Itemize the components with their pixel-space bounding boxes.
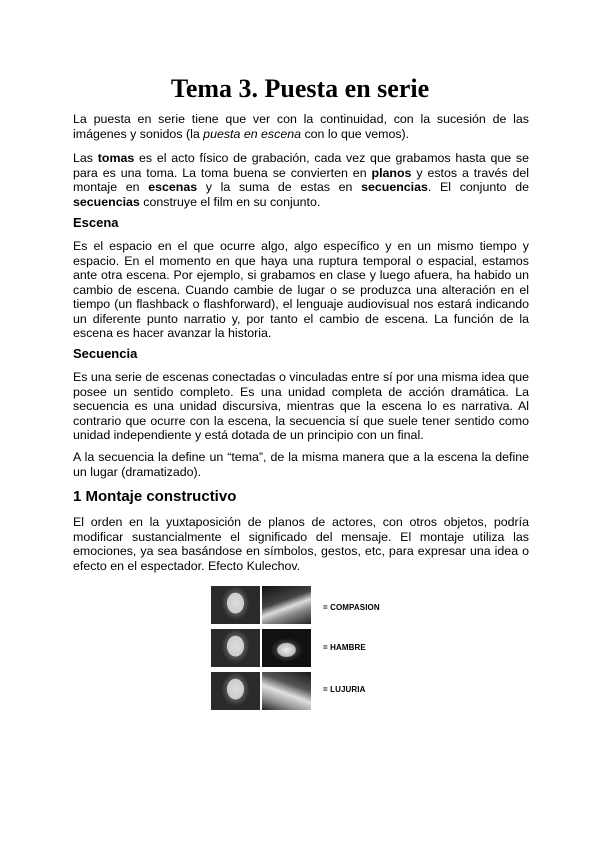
bold-term: tomas	[97, 151, 135, 165]
text-run: con lo que vemos).	[301, 126, 410, 141]
bold-term: escenas	[148, 180, 198, 194]
text-run: es el acto físico de grabación, cada vez que grabamos hasta que se para es una toma. La toma buena se convierten en	[73, 151, 529, 180]
intro-paragraph-1	[73, 112, 529, 141]
heading-montaje-constructivo: 1 Montaje constructivo	[73, 488, 237, 505]
text-run: construye el film en su conjunto.	[139, 194, 321, 209]
page-title: Tema 3. Puesta en serie	[170, 74, 430, 103]
actor-face-image	[211, 629, 260, 667]
escena-paragraph: Es el espacio en el que ocurre algo, algo específico y en un mismo tiempo y espacio. En el momento en que haya una ruptura temporal o espacial, estamos ante otra escena. Por ejemplo, si grabamos en clase y luego afuera, ha habido un cambio de escena. Cuando cambie de lugar o se produzca una alteración en el tiempo (un flashback o flashforward), el lenguaje audiovisual nos estará indicando un diferente punto narratio y, por tanto el cambio de escena. La función de la escena es hacer avanzar la historia.	[73, 239, 529, 340]
label-lujuria: = LUJURIA	[323, 685, 366, 694]
secuencia-paragraph-1: Es una serie de escenas conectadas o vinculadas entre sí por una misma idea que posee un sentido completo. Es una unidad completa de acción dramática. La secuencia es una unidad discursiva, mientras que la escena lo es narrativa. Al contrario que ocurre con la escena, la secuencia sí que suele tener sentido como unidad independiente y está dotada de un principio con un final.	[73, 370, 529, 442]
text-run: Las	[73, 151, 98, 165]
label-hambre: = HAMBRE	[323, 643, 366, 652]
reclining-woman-image	[262, 672, 311, 710]
text-run: y la suma de estas en	[197, 180, 362, 194]
label-compasion: = COMPASION	[323, 603, 380, 612]
text-run: y estos a través del montaje en	[73, 165, 529, 194]
bold-term: secuencias	[361, 180, 428, 194]
text-run: . El conjunto de	[427, 180, 530, 194]
soup-bowl-image	[262, 629, 311, 667]
bold-term: planos	[371, 165, 412, 180]
montaje-paragraph: El orden en la yuxtaposición de planos de actores, con otros objetos, podría modificar sustancialmente el significado del mensaje. El montaje utiliza las emociones, ya sea basándose en símbolos, gestos, etc, para expresar una idea o efecto en el espectador. Efecto Kulechov.	[73, 515, 529, 573]
heading-secuencia: Secuencia	[73, 346, 138, 361]
italic-term: puesta en escena	[203, 126, 301, 141]
secuencia-paragraph-2: A la secuencia la define un “tema”, de la misma manera que a la escena la define un lugar (dramatizado).	[73, 450, 529, 479]
intro-paragraph-2	[73, 151, 529, 209]
heading-escena: Escena	[73, 215, 119, 230]
text-run: La puesta en serie tiene que ver con la continuidad, con la sucesión de las imágenes y sonidos (la	[73, 112, 529, 141]
actor-face-image	[211, 672, 260, 710]
bold-term: secuencias	[73, 194, 140, 209]
coffin-image	[262, 586, 311, 624]
actor-face-image	[211, 586, 260, 624]
